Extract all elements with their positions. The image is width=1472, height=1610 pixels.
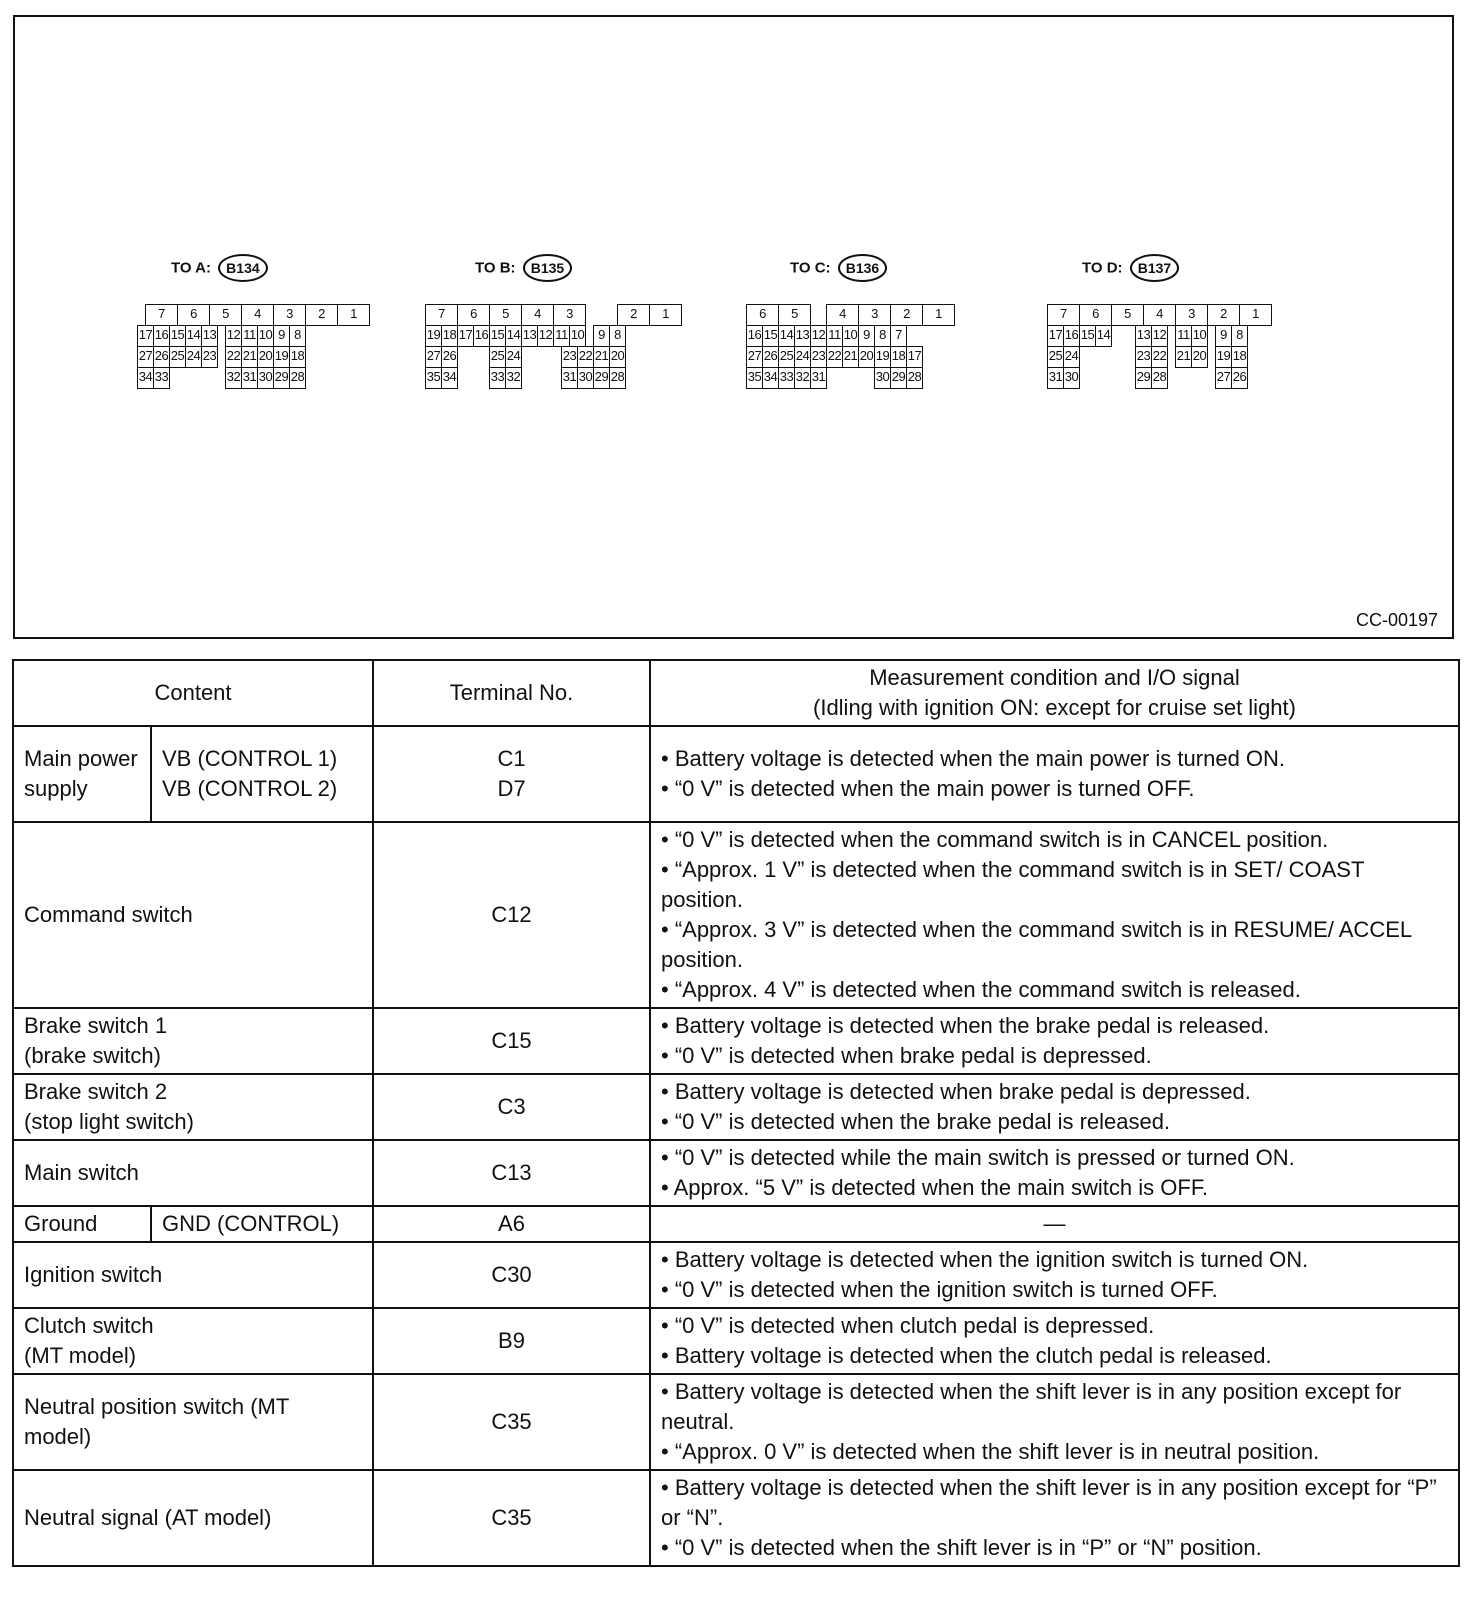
terminal-pin: 9: [1215, 325, 1232, 347]
terminal-pin: 25: [778, 346, 795, 368]
signal-item: • “0 V” is detected when the shift lever is in “P” or “N” position.: [661, 1535, 1262, 1560]
terminal-cell: A6: [373, 1206, 650, 1242]
terminal-pin: 30: [257, 367, 274, 389]
terminal-pin: 22: [577, 346, 594, 368]
terminal-pin: 22: [1151, 346, 1168, 368]
terminal-cell: C12: [373, 822, 650, 1008]
terminal-pin: 16: [1063, 325, 1080, 347]
terminal-pin: 35: [425, 367, 442, 389]
terminal-pin: 13: [1135, 325, 1152, 347]
terminal-pin: 11: [241, 325, 258, 347]
signal-item: • Approx. “5 V” is detected when the main switch is OFF.: [661, 1175, 1208, 1200]
table-row: [13, 822, 1459, 1008]
table-row: [13, 1140, 1459, 1206]
terminal-pin: 3: [858, 304, 891, 326]
signal-item: • “0 V” is detected when the brake pedal is released.: [661, 1109, 1171, 1134]
terminal-cell: C3: [373, 1074, 650, 1140]
terminal-pin: 23: [201, 346, 218, 368]
terminal-pin: 17: [457, 325, 474, 347]
terminal-pin: 3: [553, 304, 586, 326]
terminal-pin: 4: [241, 304, 274, 326]
terminal-pin: 19: [425, 325, 442, 347]
terminal-pin: 23: [561, 346, 578, 368]
terminal-pin: 18: [289, 346, 306, 368]
signal-item: • “0 V” is detected while the main switch is pressed or turned ON.: [661, 1145, 1295, 1170]
terminal-pin: 30: [874, 367, 891, 389]
terminal-pin: 20: [257, 346, 274, 368]
terminal-pin: 34: [762, 367, 779, 389]
connector-title: TO B: B135: [475, 254, 572, 282]
terminal-pin: 5: [1111, 304, 1144, 326]
signal-item: • “Approx. 4 V” is detected when the command switch is released.: [661, 977, 1301, 1002]
terminal-pin: 32: [225, 367, 242, 389]
terminal-pin: 11: [1175, 325, 1192, 347]
terminal-pin: 25: [1047, 346, 1064, 368]
terminal-pin: 31: [241, 367, 258, 389]
terminal-pin: 2: [1207, 304, 1240, 326]
terminal-pin: 20: [858, 346, 875, 368]
connector-code-badge: B135: [523, 254, 572, 282]
signal-cell: [650, 1242, 1459, 1308]
terminal-pin: 29: [1135, 367, 1152, 389]
terminal-pin: 14: [1095, 325, 1112, 347]
terminal-pin: 5: [778, 304, 811, 326]
terminal-pin: 35: [746, 367, 763, 389]
table-row: [13, 726, 1459, 822]
terminal-pin: 10: [1191, 325, 1208, 347]
signal-item: • Battery voltage is detected when the shift lever is in any position except for “P” or “N”.: [661, 1475, 1437, 1530]
terminal-pin: 14: [505, 325, 522, 347]
content-cell: Brake switch 1 (brake switch): [13, 1008, 373, 1074]
connector-code-badge: B134: [218, 254, 267, 282]
connector-figure: [13, 15, 1454, 639]
terminal-pin: 19: [1215, 346, 1232, 368]
terminal-pin: 24: [185, 346, 202, 368]
terminal-pin: 3: [273, 304, 306, 326]
terminal-pin: 1: [1239, 304, 1272, 326]
terminal-pin: 24: [794, 346, 811, 368]
terminal-pin: 33: [489, 367, 506, 389]
terminal-pin: 15: [762, 325, 779, 347]
terminal-pin: 11: [826, 325, 843, 347]
signal-item: • “0 V” is detected when clutch pedal is depressed.: [661, 1313, 1155, 1338]
terminal-pin: 16: [153, 325, 170, 347]
content-cell: Command switch: [13, 822, 373, 1008]
terminal-pin: 12: [810, 325, 827, 347]
terminal-pin: 18: [1231, 346, 1248, 368]
terminal-pin: 13: [201, 325, 218, 347]
terminal-pin: 10: [257, 325, 274, 347]
table-row: [13, 1074, 1459, 1140]
terminal-pin: 12: [225, 325, 242, 347]
terminal-pin: 12: [537, 325, 554, 347]
terminal-pin: 26: [1231, 367, 1248, 389]
signal-item: • Battery voltage is detected when the shift lever is in any position except for neutral.: [661, 1379, 1402, 1434]
terminal-pin: 2: [617, 304, 650, 326]
table-row: [13, 1008, 1459, 1074]
terminal-pin: 15: [1079, 325, 1096, 347]
terminal-pin: 4: [521, 304, 554, 326]
table-row: [13, 1206, 1459, 1242]
signal-item: • “0 V” is detected when the ignition switch is turned OFF.: [661, 1277, 1218, 1302]
terminal-pin: 1: [337, 304, 370, 326]
terminal-pin: 21: [1175, 346, 1192, 368]
terminal-pin: 26: [441, 346, 458, 368]
terminal-pin: 19: [273, 346, 290, 368]
signal-item: • Battery voltage is detected when the clutch pedal is released.: [661, 1343, 1272, 1368]
terminal-pin: 7: [425, 304, 458, 326]
terminal-pin: 29: [273, 367, 290, 389]
terminal-pin: 27: [746, 346, 763, 368]
terminal-pin: 33: [153, 367, 170, 389]
terminal-pin: 19: [874, 346, 891, 368]
header-terminal: Terminal No.: [373, 660, 650, 726]
terminal-pin: 24: [505, 346, 522, 368]
content-cell: Main power supply: [13, 726, 151, 822]
header-content: Content: [13, 660, 373, 726]
table-row: [13, 1308, 1459, 1374]
terminal-pin: 26: [153, 346, 170, 368]
terminal-pin: 30: [1063, 367, 1080, 389]
table-row: [13, 1242, 1459, 1308]
terminal-pin: 7: [890, 325, 907, 347]
terminal-pin: 28: [906, 367, 923, 389]
content-cell: Neutral signal (AT model): [13, 1470, 373, 1566]
terminal-pin: 23: [810, 346, 827, 368]
terminal-pin: 14: [185, 325, 202, 347]
terminal-pin: 18: [890, 346, 907, 368]
terminal-pin: 18: [441, 325, 458, 347]
terminal-pin: 4: [826, 304, 859, 326]
terminal-pin: 20: [1191, 346, 1208, 368]
terminal-pin: 26: [762, 346, 779, 368]
terminal-pin: 20: [609, 346, 626, 368]
terminal-pin: 7: [145, 304, 178, 326]
content-cell: Clutch switch (MT model): [13, 1308, 373, 1374]
signal-cell: —: [650, 1206, 1459, 1242]
terminal-pin: 6: [746, 304, 779, 326]
sub-content-cell: GND (CONTROL): [151, 1206, 373, 1242]
terminal-pin: 28: [289, 367, 306, 389]
terminal-pin: 28: [1151, 367, 1168, 389]
figure-id: CC-00197: [1355, 610, 1438, 630]
terminal-pin: 33: [778, 367, 795, 389]
terminal-pin: 9: [273, 325, 290, 347]
terminal-pin: 32: [794, 367, 811, 389]
terminal-io-table: [12, 659, 1460, 1567]
terminal-pin: 30: [577, 367, 594, 389]
terminal-pin: 8: [1231, 325, 1248, 347]
terminal-pin: 5: [489, 304, 522, 326]
content-cell: Main switch: [13, 1140, 373, 1206]
terminal-pin: 34: [137, 367, 154, 389]
terminal-pin: 6: [177, 304, 210, 326]
terminal-pin: 17: [1047, 325, 1064, 347]
connector-title: TO C: B136: [790, 254, 887, 282]
terminal-pin: 17: [137, 325, 154, 347]
terminal-pin: 9: [858, 325, 875, 347]
terminal-pin: 21: [842, 346, 859, 368]
terminal-pin: 16: [473, 325, 490, 347]
content-cell: Neutral position switch (MT model): [13, 1374, 373, 1470]
signal-item: • “0 V” is detected when brake pedal is depressed.: [661, 1043, 1152, 1068]
signal-cell: [650, 1008, 1459, 1074]
terminal-pin: 22: [826, 346, 843, 368]
sub-content-cell: VB (CONTROL 1) VB (CONTROL 2): [151, 726, 373, 822]
signal-cell: [650, 1308, 1459, 1374]
terminal-cell: C15: [373, 1008, 650, 1074]
terminal-pin: 3: [1175, 304, 1208, 326]
terminal-pin: 10: [569, 325, 586, 347]
terminal-pin: 21: [241, 346, 258, 368]
terminal-cell: C35: [373, 1470, 650, 1566]
terminal-pin: 6: [457, 304, 490, 326]
terminal-pin: 14: [778, 325, 795, 347]
table-row: [13, 1374, 1459, 1470]
terminal-pin: 31: [810, 367, 827, 389]
signal-item: • Battery voltage is detected when brake pedal is depressed.: [661, 1079, 1251, 1104]
connector-title: TO D: B137: [1082, 254, 1179, 282]
terminal-pin: 27: [1215, 367, 1232, 389]
signal-item: • “Approx. 1 V” is detected when the command switch is in SET/ COAST position.: [661, 857, 1365, 912]
terminal-cell: C13: [373, 1140, 650, 1206]
terminal-pin: 4: [1143, 304, 1176, 326]
signal-item: • “0 V” is detected when the main power is turned OFF.: [661, 776, 1195, 801]
terminal-pin: 8: [609, 325, 626, 347]
terminal-pin: 10: [842, 325, 859, 347]
table-header-row: [13, 660, 1459, 726]
signal-item: • “Approx. 0 V” is detected when the shift lever is in neutral position.: [661, 1439, 1320, 1464]
terminal-pin: 34: [441, 367, 458, 389]
header-measurement: Measurement condition and I/O signal (Idling with ignition ON: except for cruise set light): [650, 660, 1459, 726]
terminal-cell: C35: [373, 1374, 650, 1470]
terminal-pin: 6: [1079, 304, 1112, 326]
terminal-pin: 11: [553, 325, 570, 347]
terminal-pin: 7: [1047, 304, 1080, 326]
terminal-pin: 5: [209, 304, 242, 326]
terminal-pin: 25: [489, 346, 506, 368]
terminal-pin: 17: [906, 346, 923, 368]
terminal-pin: 8: [289, 325, 306, 347]
terminal-pin: 27: [425, 346, 442, 368]
terminal-pin: 31: [561, 367, 578, 389]
terminal-cell: C1 D7: [373, 726, 650, 822]
signal-cell: [650, 1374, 1459, 1470]
terminal-pin: 12: [1151, 325, 1168, 347]
connector-code-badge: B136: [838, 254, 887, 282]
signal-cell: [650, 1140, 1459, 1206]
content-cell: Ground: [13, 1206, 151, 1242]
content-cell: Ignition switch: [13, 1242, 373, 1308]
terminal-pin: 32: [505, 367, 522, 389]
signal-item: • “0 V” is detected when the command switch is in CANCEL position.: [661, 827, 1329, 852]
signal-cell: [650, 1074, 1459, 1140]
terminal-pin: 13: [521, 325, 538, 347]
terminal-pin: 29: [890, 367, 907, 389]
content-cell: Brake switch 2 (stop light switch): [13, 1074, 373, 1140]
signal-cell: [650, 822, 1459, 1008]
signal-item: • Battery voltage is detected when the ignition switch is turned ON.: [661, 1247, 1309, 1272]
terminal-pin: 25: [169, 346, 186, 368]
signal-cell: [650, 1470, 1459, 1566]
terminal-pin: 27: [137, 346, 154, 368]
terminal-pin: 9: [593, 325, 610, 347]
connector-code-badge: B137: [1130, 254, 1179, 282]
terminal-pin: 2: [305, 304, 338, 326]
signal-cell: [650, 726, 1459, 822]
terminal-pin: 2: [890, 304, 923, 326]
terminal-pin: 15: [169, 325, 186, 347]
terminal-pin: 1: [922, 304, 955, 326]
terminal-pin: 15: [489, 325, 506, 347]
signal-item: • Battery voltage is detected when the brake pedal is released.: [661, 1013, 1270, 1038]
terminal-pin: 13: [794, 325, 811, 347]
terminal-pin: 21: [593, 346, 610, 368]
connector-title: TO A: B134: [171, 254, 268, 282]
terminal-cell: C30: [373, 1242, 650, 1308]
table-row: [13, 1470, 1459, 1566]
terminal-pin: 28: [609, 367, 626, 389]
terminal-pin: 16: [746, 325, 763, 347]
terminal-pin: 1: [649, 304, 682, 326]
terminal-cell: B9: [373, 1308, 650, 1374]
terminal-pin: 23: [1135, 346, 1152, 368]
terminal-pin: 29: [593, 367, 610, 389]
terminal-pin: 22: [225, 346, 242, 368]
signal-item: • “Approx. 3 V” is detected when the command switch is in RESUME/ ACCEL position.: [661, 917, 1412, 972]
terminal-pin: 8: [874, 325, 891, 347]
terminal-pin: 31: [1047, 367, 1064, 389]
signal-item: • Battery voltage is detected when the main power is turned ON.: [661, 746, 1286, 771]
terminal-pin: 24: [1063, 346, 1080, 368]
